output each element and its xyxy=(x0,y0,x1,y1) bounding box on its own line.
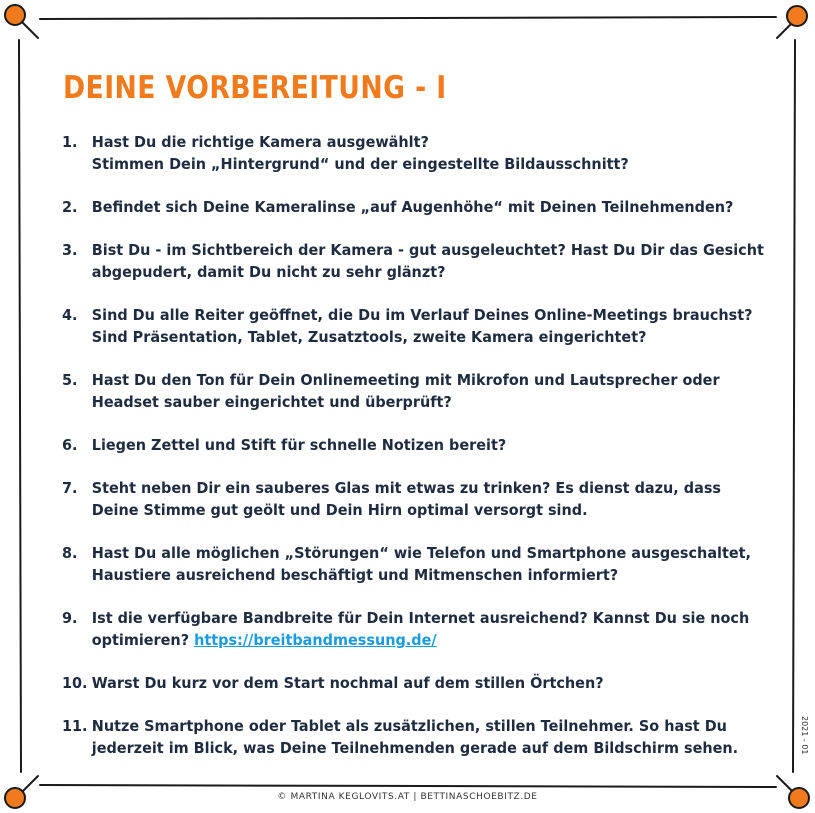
item-line-with-link xyxy=(92,629,813,651)
item-line: Ist die verfügbare Bandbreite für Dein Internet ausreichend? Kannst Du sie noch xyxy=(91,609,750,627)
item-line: abgepudert, damit Du nicht zu sehr glänzt? xyxy=(91,263,446,281)
item-line: Steht neben Dir ein sauberes Glas mit etwas zu trinken? Es dienst dazu, dass xyxy=(91,479,721,497)
list-item xyxy=(62,434,813,456)
item-number: 6. xyxy=(62,436,78,454)
item-line: Hast Du den Ton für Dein Onlinemeeting mit Mikrofon und Lautsprecher oder xyxy=(91,371,720,389)
list-item xyxy=(62,477,813,521)
item-number: 8. xyxy=(62,544,78,562)
breitbandmessung-link[interactable]: https://breitbandmessung.de/ xyxy=(194,631,437,649)
item-number: 1. xyxy=(62,133,78,151)
list-item xyxy=(62,715,813,759)
list-item xyxy=(62,131,813,175)
item-number: 5. xyxy=(62,371,78,389)
item-line: Warst Du kurz vor dem Start nochmal auf dem stillen Örtchen? xyxy=(91,674,604,692)
item-number: 7. xyxy=(62,479,78,497)
item-line: Stimmen Dein „Hintergrund“ und der eingestellte Bildausschnitt? xyxy=(91,155,629,173)
item-line: Befindet sich Deine Kameralinse „auf Augenhöhe“ mit Deinen Teilnehmenden? xyxy=(91,198,734,216)
item-number: 3. xyxy=(62,241,78,259)
copyright-footer: © MARTINA KEGLOVITS.AT | BETTINASCHOEBITZ.DE xyxy=(277,792,538,802)
corner-pin-top-right xyxy=(777,6,807,38)
checklist xyxy=(62,131,782,780)
version-label: 2021 - 01 xyxy=(800,716,809,755)
list-item xyxy=(62,239,813,283)
list-item xyxy=(62,196,813,218)
item-line: jederzeit im Blick, was Deine Teilnehmenden gerade auf dem Bildschirm sehen. xyxy=(91,739,739,757)
item-number: 4. xyxy=(62,306,78,324)
list-item xyxy=(62,542,813,586)
list-item xyxy=(62,304,813,348)
page-title: DEINE VORBEREITUNG - I xyxy=(63,70,447,106)
item-line: Deine Stimme gut geölt und Dein Hirn optimal versorgt sind. xyxy=(91,501,588,519)
item-number: 11. xyxy=(62,717,88,735)
corner-pin-top-left xyxy=(5,5,38,38)
item-line: Haustiere ausreichend beschäftigt und Mitmenschen informiert? xyxy=(91,566,619,584)
list-item xyxy=(62,607,813,651)
item-line: Headset sauber eingerichtet und überprüft? xyxy=(91,393,452,411)
item-line: Hast Du alle möglichen „Störungen“ wie Telefon und Smartphone ausgeschaltet, xyxy=(91,544,752,562)
item-line: Hast Du die richtige Kamera ausgewählt? xyxy=(91,133,429,151)
item-line: Nutze Smartphone oder Tablet als zusätzlichen, stillen Teilnehmer. So hast Du xyxy=(91,717,727,735)
item-line: Liegen Zettel und Stift für schnelle Notizen bereit? xyxy=(91,436,507,454)
item-line: Sind Präsentation, Tablet, Zusatztools, zweite Kamera eingerichtet? xyxy=(91,328,647,346)
list-item xyxy=(62,672,813,694)
item-number: 2. xyxy=(62,198,78,216)
item-text: optimieren? xyxy=(91,631,195,649)
item-number: 10. xyxy=(62,674,88,692)
item-number: 9. xyxy=(62,609,78,627)
item-line: Sind Du alle Reiter geöffnet, die Du im Verlauf Deines Online-Meetings brauchst? xyxy=(91,306,753,324)
item-line: Bist Du - im Sichtbereich der Kamera - gut ausgeleuchtet? Hast Du Dir das Gesicht xyxy=(91,241,764,259)
list-item xyxy=(62,369,813,413)
